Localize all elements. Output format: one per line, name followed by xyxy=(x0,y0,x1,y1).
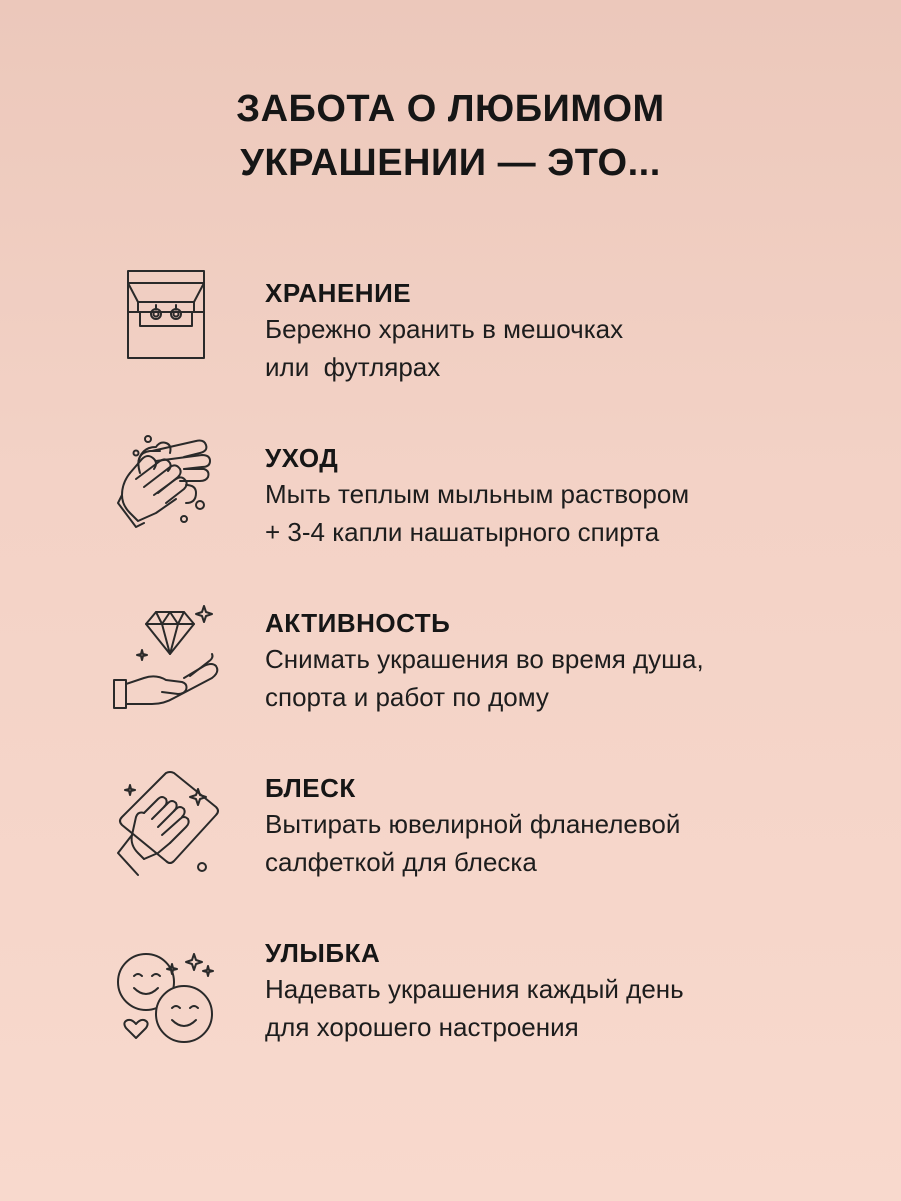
item-description-line-2: для хорошего настроения xyxy=(265,1012,579,1042)
care-item-care xyxy=(0,433,901,563)
smiling-faces-icon xyxy=(100,928,230,1043)
care-item-activity xyxy=(0,598,901,728)
page-title xyxy=(0,82,901,190)
jewelry-box-icon xyxy=(100,268,230,383)
item-title: ХРАНЕНИЕ xyxy=(265,278,412,308)
item-title: УХОД xyxy=(265,443,339,473)
item-description-line-2: + 3-4 капли нашатырного спирта xyxy=(265,517,660,547)
item-description-line-1: Мыть теплым мыльным раствором xyxy=(265,479,690,509)
item-title: АКТИВНОСТЬ xyxy=(265,608,451,638)
page-title-line-2: УКРАШЕНИИ — ЭТО... xyxy=(240,142,661,184)
washing-hands-icon xyxy=(100,433,230,548)
item-title: УЛЫБКА xyxy=(265,938,381,968)
care-item-storage xyxy=(0,268,901,398)
item-description-line-2: или футлярах xyxy=(265,352,441,382)
item-description-line-2: салфеткой для блеска xyxy=(265,847,537,877)
item-description-line-1: Бережно хранить в мешочках xyxy=(265,314,624,344)
polishing-cloth-icon xyxy=(100,763,230,878)
page-title-line-1: ЗАБОТА О ЛЮБИМОМ xyxy=(236,88,665,130)
item-description-line-2: спорта и работ по дому xyxy=(265,682,549,712)
care-item-smile xyxy=(0,928,901,1058)
diamond-in-hand-icon xyxy=(100,598,230,713)
item-description-line-1: Надевать украшения каждый день xyxy=(265,974,684,1004)
care-item-shine xyxy=(0,763,901,893)
item-description-line-1: Вытирать ювелирной фланелевой xyxy=(265,809,681,839)
item-title: БЛЕСК xyxy=(265,773,356,803)
item-description-line-1: Снимать украшения во время душа, xyxy=(265,644,704,674)
